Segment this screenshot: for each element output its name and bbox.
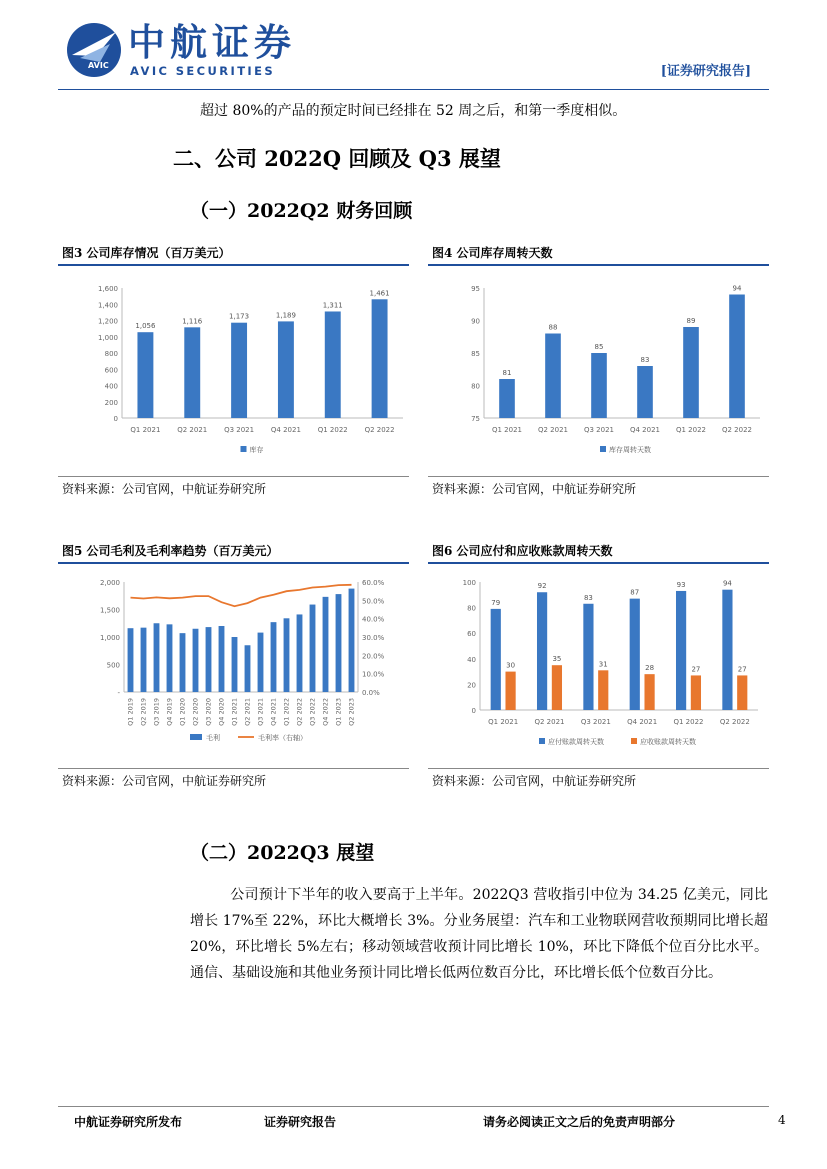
fig5-bar (245, 645, 251, 692)
fig6-bar (630, 599, 640, 710)
fig6-data-label: 30 (506, 661, 516, 670)
figure-3-source-rule (58, 476, 409, 477)
fig6-bar (598, 670, 608, 710)
footer-publisher: 中航证券研究所发布 (74, 1115, 183, 1129)
figure-3-chart (58, 270, 409, 470)
fig5-x-tick-label: Q2 2019 (139, 698, 148, 726)
fig5-y-tick-left: - (117, 689, 120, 697)
fig6-x-tick-label: Q3 2021 (580, 718, 611, 726)
fig5-y-tick-right: 20.0% (362, 652, 385, 661)
fig6-legend-label: 应付账款周转天数 (548, 738, 604, 746)
fig4-data-label: 88 (548, 323, 558, 332)
fig3-x-tick-label: Q2 2022 (364, 426, 395, 434)
fig5-x-tick-label: Q2 2021 (243, 698, 252, 726)
fig5-legend-swatch (190, 734, 202, 740)
fig5-bar (232, 637, 238, 692)
fig4-data-label: 81 (502, 369, 512, 377)
fig3-y-tick-label: 1,400 (97, 301, 118, 310)
figure-4-chart (428, 270, 769, 470)
footer-divider (58, 1106, 769, 1107)
fig6-y-tick-label: 60 (467, 630, 476, 639)
fig5-x-tick-label: Q1 2022 (282, 698, 291, 726)
fig4-y-tick-label: 85 (471, 350, 480, 358)
fig4-x-tick-label: Q1 2022 (675, 426, 707, 434)
fig3-y-tick-label: 1,000 (97, 333, 118, 342)
fig6-bar (537, 592, 547, 710)
fig6-y-tick-label: 40 (467, 655, 476, 664)
fig5-x-tick-label: Q3 2022 (308, 698, 317, 726)
continuation-text: 超过 80%的产品的预定时间已经排在 52 周之后，和第一季度相似。 (200, 103, 627, 119)
page-number: 4 (778, 1113, 786, 1127)
fig4-legend-swatch (600, 446, 606, 452)
fig6-data-label: 83 (583, 593, 593, 602)
fig6-data-label: 92 (537, 582, 547, 591)
fig3-x-tick-label: Q3 2021 (224, 426, 255, 434)
fig6-bar (676, 591, 686, 710)
fig6-x-tick-label: Q1 2021 (488, 718, 519, 726)
fig5-x-tick-label: Q3 2019 (152, 698, 161, 726)
fig6-bar (691, 675, 701, 710)
figure-3-rule (58, 264, 409, 266)
fig5-y-tick-left: 2,000 (99, 579, 120, 587)
fig6-bar (644, 674, 654, 710)
fig4-y-tick-label: 80 (471, 382, 480, 391)
fig6-data-label: 87 (630, 588, 640, 597)
fig3-data-label: 1,189 (275, 311, 296, 320)
fig4-data-label: 94 (732, 284, 742, 293)
fig5-x-tick-label: Q1 2019 (126, 698, 135, 726)
fig5-x-tick-label: Q1 2020 (178, 698, 187, 726)
fig5-bar (310, 605, 316, 692)
report-type-tag: [证券研究报告] (660, 64, 751, 79)
fig5-x-tick-label: Q3 2021 (256, 698, 265, 726)
figure-3-title: 图3 公司库存情况（百万美元） (62, 246, 231, 260)
fig3-x-tick-label: Q2 2021 (177, 426, 208, 434)
fig5-x-tick-label: Q4 2021 (269, 698, 278, 726)
fig5-x-tick-label: Q3 2020 (204, 698, 213, 726)
fig6-data-label: 27 (737, 665, 747, 674)
figure-6-source-rule (428, 768, 769, 769)
figure-3-source: 资料来源：公司官网，中航证券研究所 (62, 482, 267, 496)
fig3-data-label: 1,116 (182, 317, 203, 326)
fig6-y-tick-label: 0 (471, 707, 476, 715)
subsection-title-outlook: （二）2022Q3 展望 (190, 842, 375, 864)
fig5-y-tick-left: 500 (106, 661, 120, 670)
fig5-legend-label: 毛利 (206, 734, 220, 742)
fig3-data-label: 1,173 (229, 312, 250, 321)
fig3-legend-label: 库存 (249, 446, 264, 454)
fig4-bar (591, 353, 607, 418)
fig5-bar (297, 614, 303, 692)
fig3-x-tick-label: Q1 2022 (317, 426, 348, 434)
figure-6-title: 图6 公司应付和应收账款周转天数 (432, 544, 613, 558)
fig6-data-label: 35 (552, 655, 562, 664)
fig5-y-tick-right: 30.0% (362, 634, 385, 642)
fig5-bar (193, 629, 199, 692)
fig5-bar (284, 618, 290, 692)
fig4-data-label: 89 (686, 317, 696, 325)
fig6-legend-label: 应收账款周转天数 (640, 738, 696, 746)
fig3-y-tick-label: 1,200 (97, 317, 118, 326)
fig5-y-tick-right: 10.0% (362, 670, 385, 679)
figure-4-source: 资料来源：公司官网，中航证券研究所 (432, 482, 637, 496)
fig3-y-tick-label: 1,600 (97, 285, 118, 293)
section-title: 二、公司 2022Q 回顾及 Q3 展望 (173, 146, 501, 171)
fig6-data-label: 27 (691, 665, 701, 674)
fig6-bar (505, 672, 515, 710)
fig6-y-tick-label: 80 (467, 604, 476, 613)
fig4-bar (729, 295, 745, 419)
figure-6-rule (428, 562, 769, 564)
fig4-data-label: 83 (640, 356, 650, 364)
figure-5-source-rule (58, 768, 409, 769)
fig6-y-tick-label: 20 (467, 681, 476, 690)
figure-5-chart (58, 568, 409, 764)
logo-text-cn: 中航证券 (128, 21, 296, 64)
fig6-data-label: 94 (722, 579, 732, 588)
figure-5-source: 资料来源：公司官网，中航证券研究所 (62, 774, 267, 788)
fig5-y-tick-right: 0.0% (362, 689, 380, 697)
subsection-title-review: （一）2022Q2 财务回顾 (190, 200, 413, 222)
fig5-bar (219, 626, 225, 692)
fig4-bar (637, 366, 653, 418)
figure-5-rule (58, 562, 409, 564)
fig4-y-tick-label: 95 (471, 285, 480, 293)
avic-logo-icon (66, 22, 122, 78)
figure-5-title: 图5 公司毛利及毛利率趋势（百万美元） (62, 544, 279, 558)
fig5-bar (167, 624, 173, 692)
fig3-y-tick-label: 0 (113, 415, 118, 423)
fig5-x-tick-label: Q4 2019 (165, 698, 174, 726)
logo-mark-text: AVIC (88, 61, 109, 70)
fig4-x-tick-label: Q1 2021 (491, 426, 523, 434)
footer-report-type: 证券研究报告 (264, 1115, 337, 1129)
header-divider (58, 89, 769, 90)
fig3-data-label: 1,056 (135, 322, 156, 331)
fig4-bar (545, 334, 561, 419)
fig5-y-tick-left: 1,000 (99, 634, 120, 642)
figure-4-source-rule (428, 476, 769, 477)
fig5-x-tick-label: Q2 2023 (347, 698, 356, 726)
fig3-bar (137, 332, 153, 418)
fig6-data-label: 93 (676, 580, 686, 589)
fig6-bar (583, 604, 593, 710)
footer-disclaimer: 请务必阅读正文之后的免责声明部分 (483, 1115, 676, 1129)
fig5-x-tick-label: Q1 2023 (334, 698, 343, 726)
fig5-bar (349, 589, 355, 692)
fig4-x-tick-label: Q4 2021 (629, 426, 661, 434)
fig3-bar (372, 299, 388, 418)
fig4-x-tick-label: Q2 2022 (721, 426, 753, 434)
fig4-x-tick-label: Q2 2021 (537, 426, 569, 434)
fig6-legend-swatch (539, 738, 545, 744)
fig4-data-label: 85 (594, 343, 604, 351)
figure-4-title: 图4 公司库存周转天数 (432, 246, 553, 260)
fig3-bar (325, 311, 341, 418)
fig6-bar (552, 665, 562, 710)
fig6-x-tick-label: Q2 2021 (534, 718, 565, 726)
fig5-bar (180, 633, 186, 692)
outlook-paragraph (190, 882, 768, 986)
fig4-bar (683, 327, 699, 418)
fig3-bar (278, 321, 294, 418)
fig5-bar (206, 627, 212, 692)
fig3-y-tick-label: 800 (104, 350, 118, 358)
fig5-y-tick-right: 60.0% (362, 579, 385, 587)
fig5-legend-label: 毛利率（右轴） (258, 734, 307, 742)
fig5-y-tick-right: 40.0% (362, 615, 385, 624)
fig3-x-tick-label: Q1 2021 (130, 426, 161, 434)
fig4-bar (499, 379, 515, 418)
fig3-y-tick-label: 600 (104, 366, 118, 375)
fig3-x-tick-label: Q4 2021 (270, 426, 301, 434)
fig5-bar (128, 628, 134, 692)
fig6-y-tick-label: 100 (462, 579, 476, 587)
fig6-data-label: 79 (491, 598, 501, 607)
fig5-bar (336, 594, 342, 692)
fig5-x-tick-label: Q2 2020 (191, 698, 200, 726)
fig5-margin-line (131, 585, 352, 606)
fig3-bar (231, 323, 247, 418)
figure-6-source: 资料来源：公司官网，中航证券研究所 (432, 774, 637, 788)
fig6-data-label: 28 (645, 664, 655, 673)
fig3-bar (184, 327, 200, 418)
fig5-bar (258, 633, 264, 692)
fig6-x-tick-label: Q1 2022 (673, 718, 704, 726)
fig5-x-tick-label: Q4 2022 (321, 698, 330, 726)
outlook-paragraph-text: 公司预计下半年的收入要高于上半年。2022Q3 营收指引中位为 34.25 亿美元，同比增长 17%至 22%，环比大概增长 3%。分业务展望：汽车和工业物联网营收预期同比增长超 20%，环比增长 5%左右；移动领域营收预计同比增长 10%，环比下降低个位百分比水平。通信、基础设施和其他业务预计同比增长低两位数百分比，环比增长低个位数百分比。 (190, 887, 768, 981)
fig5-bar (271, 622, 277, 692)
fig3-y-tick-label: 200 (104, 398, 118, 407)
fig3-y-tick-label: 400 (104, 382, 118, 391)
fig3-data-label: 1,461 (369, 289, 390, 298)
fig6-x-tick-label: Q4 2021 (627, 718, 658, 726)
fig4-y-tick-label: 90 (471, 317, 480, 326)
fig3-legend-swatch (241, 446, 247, 452)
fig4-y-tick-label: 75 (471, 415, 480, 423)
fig6-bar (491, 609, 501, 710)
figure-4-rule (428, 264, 769, 266)
fig6-bar (737, 675, 747, 710)
fig5-x-tick-label: Q1 2021 (230, 698, 239, 726)
fig6-bar (722, 590, 732, 710)
figure-6-chart (428, 568, 769, 764)
logo-text-en: AVIC SECURITIES (130, 64, 276, 78)
fig5-bar (141, 628, 147, 692)
fig4-legend-label: 库存周转天数 (609, 446, 651, 454)
fig3-data-label: 1,311 (322, 301, 343, 310)
fig5-y-tick-left: 1,500 (99, 606, 120, 615)
fig5-y-tick-right: 50.0% (362, 597, 385, 606)
fig6-legend-swatch (631, 738, 637, 744)
fig5-x-tick-label: Q4 2020 (217, 698, 226, 726)
fig5-bar (323, 597, 329, 692)
fig5-bar (154, 623, 160, 692)
fig5-x-tick-label: Q2 2022 (295, 698, 304, 726)
fig6-data-label: 31 (598, 660, 608, 669)
fig6-x-tick-label: Q2 2022 (719, 718, 750, 726)
fig4-x-tick-label: Q3 2021 (583, 426, 615, 434)
